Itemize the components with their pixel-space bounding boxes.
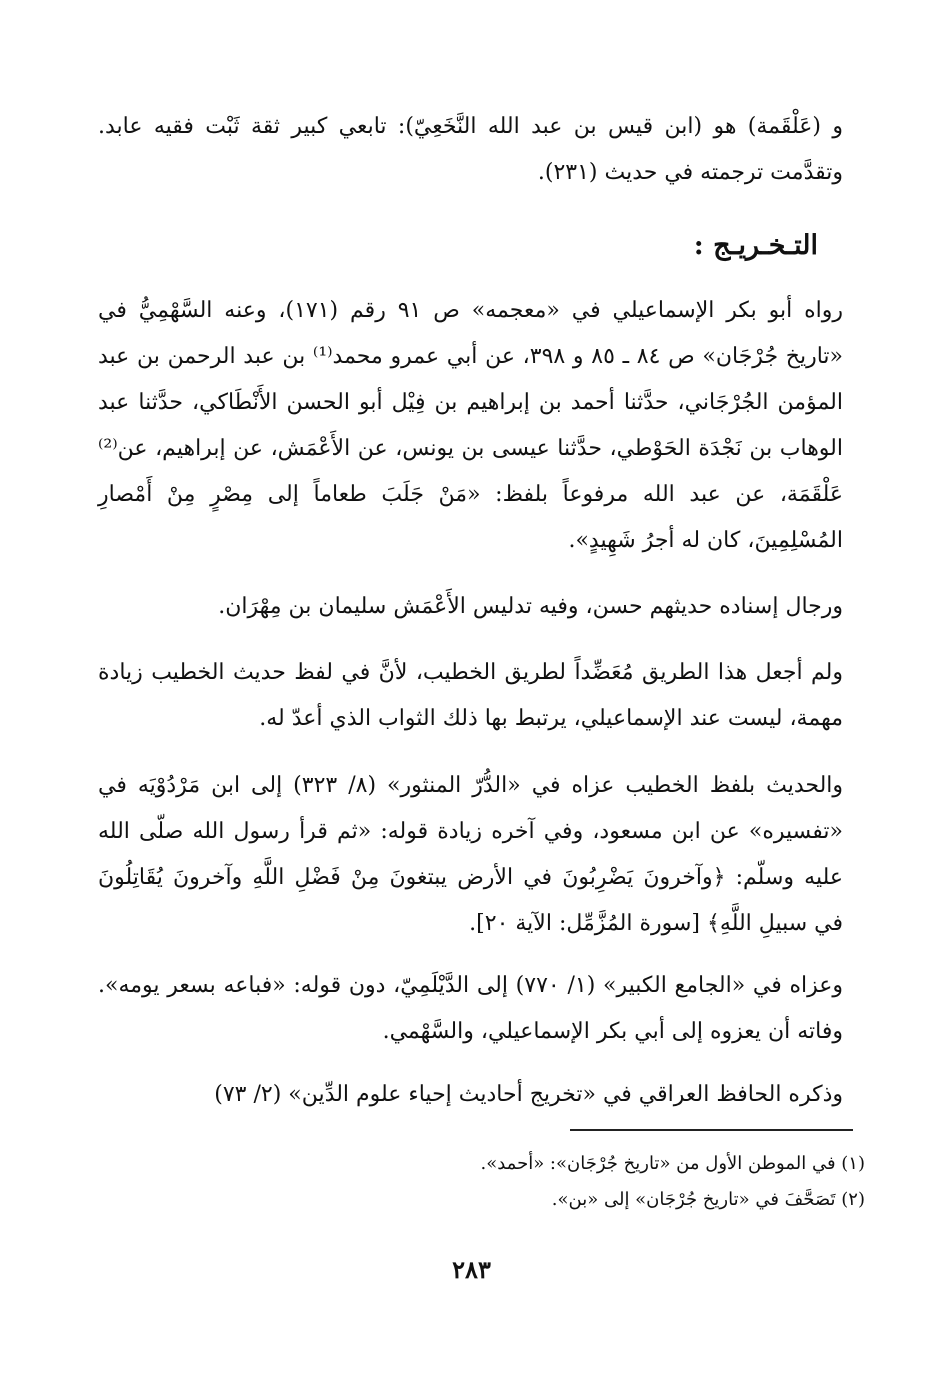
takhrij-paragraph-3: ولم أجعل هذا الطريق مُعَضِّداً لطريق الخطيب، لأنَّ في لفظ حديث الخطيب زيادة مهمة، ليست عند الإسماعيلي، يرتبط بها ذلك الثواب الذي أعدّ له. bbox=[98, 660, 843, 731]
footnote-2: (٢) تَصَحَّفَ في «تاريخ جُرْجَان» إلى «بن». bbox=[551, 1189, 865, 1210]
footnote-1: (١) في الموطن الأول من «تاريخ جُرْجَان»: «أحمد». bbox=[480, 1153, 865, 1174]
intro-paragraph: و (عَلْقَمة) هو (ابن قيس بن عبد الله النَّخَعِيّ): تابعي كبير ثقة ثَبْت فقيه عابد. وتقدَّمت ترجمته في حديث (٢٣١). bbox=[98, 114, 843, 185]
page-number: ٢٨٣ bbox=[452, 1255, 491, 1284]
takhrij-paragraph-4: والحديث بلفظ الخطيب عزاه في «الدُّرّ المنثور» (٨/ ٣٢٣) إلى ابن مَرْدُوْيَه في «تفسيره» عن ابن مسعود، وفي آخره زيادة قوله: «ثم قرأ رسول الله صلّى الله عليه وسلّم: ﴿وآخرونَ يَضْرِبُونَ في الأرض يبتغونَ مِنْ فَضْلِ اللَّهِ وآخرونَ يُقَاتِلُونَ في سبيلِ اللَّهِ﴾ [سورة المُزَّمِّل: الآية ٢٠]. bbox=[98, 773, 844, 936]
takhrij-paragraph-5: وعزاه في «الجامع الكبير» (١/ ٧٧٠) إلى الدَّيْلَمِيّ، دون قوله: «فباعه بسعر يومه». وفاته أن يعزوه إلى أبي بكر الإسماعيلي، والسَّهْمي. bbox=[98, 973, 844, 1044]
takhrij-paragraph-1: رواه أبو بكر الإسماعيلي في «معجمه» ص ٩١ رقم (١٧١)، وعنه السَّهْمِيُّ في «تاريخ جُرْجَان» ص ٨٤ ـ ٨٥ و ٣٩٨، عن أبي عمرو محمد⁽¹⁾ بن عبد الرحمن بن عبد المؤمن الجُرْجَاني، حدَّثنا أحمد بن إبراهيم بن فِيْل أبو الحسن الأَنْطَاكي، حدَّثنا عبد الوهاب بن نَجْدَة الحَوْطي، حدَّثنا عيسى بن يونس، عن الأَعْمَش، عن إبراهيم، عن⁽²⁾ عَلْقَمَة، عن عبد الله مرفوعاً بلفظ: «مَنْ جَلَبَ طعاماً إلى مِصْرٍ مِنْ أَمْصارِ المُسْلِمِينَ، كان له أجرُ شَهِيدٍ». bbox=[98, 298, 844, 553]
takhrij-heading: التـخـريـج : bbox=[693, 230, 818, 261]
takhrij-paragraph-6: وذكره الحافظ العراقي في «تخريج أحاديث إحياء علوم الدِّين» (٢/ ٧٣) bbox=[214, 1082, 843, 1107]
takhrij-paragraph-2: ورجال إسناده حديثهم حسن، وفيه تدليس الأَعْمَش سليمان بن مِهْرَان. bbox=[218, 594, 843, 619]
footnote-separator bbox=[570, 1129, 853, 1131]
